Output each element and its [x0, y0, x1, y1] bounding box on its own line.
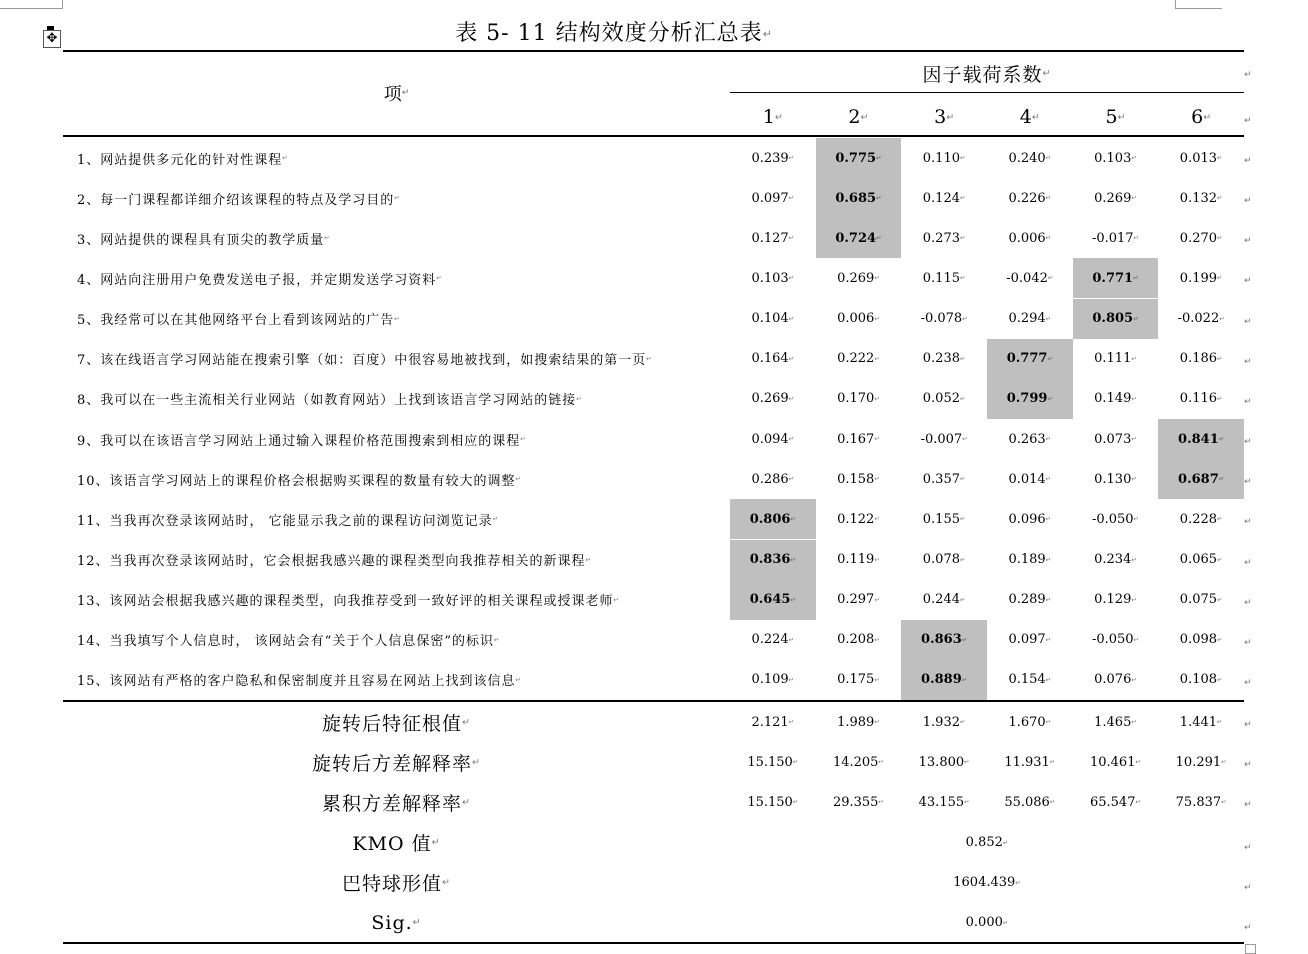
summary-value: 2.121 ↵ — [751, 714, 795, 730]
summary-value: 55.086 ↵ — [1004, 794, 1056, 810]
loading-value: 0.097 ↵ — [751, 190, 795, 206]
header-item-label: 项 ↵ — [383, 84, 410, 105]
loading-value: 0.775 ↵ — [816, 138, 902, 178]
row-end-mark: ↵ — [1244, 356, 1252, 367]
loading-value: 0.199 ↵ — [1179, 270, 1223, 286]
summary-value: 43.155 ↵ — [918, 794, 970, 810]
loading-value: 0.103 ↵ — [1094, 150, 1137, 166]
row-end-mark: ↵ — [1244, 236, 1252, 247]
loading-value: 0.234 ↵ — [1094, 552, 1137, 567]
row-end-mark: ↵ — [1244, 276, 1252, 287]
loading-value: 0.863 ↵ — [901, 620, 987, 660]
summary-value: 1.932 ↵ — [922, 714, 966, 730]
item-label: 13、该网站会根据我感兴趣的课程类型，向我推荐受到一致好评的相关课程或授课老师 ↵ — [77, 594, 620, 610]
loading-value: 0.224 ↵ — [751, 632, 795, 648]
loading-value: 0.724 ↵ — [816, 218, 902, 258]
loading-value: 0.286 ↵ — [751, 471, 795, 487]
loading-value: 0.263 ↵ — [1008, 431, 1052, 447]
test-value: 1604.439 ↵ — [953, 875, 1021, 891]
loading-value: 0.076 ↵ — [1094, 672, 1137, 688]
loading-value: 0.645 ↵ — [730, 580, 816, 620]
page-corner-mark — [1176, 8, 1222, 9]
item-label: 14、当我填写个人信息时， 该网站会有“关于个人信息保密”的标识 ↵ — [77, 634, 501, 650]
row-end-mark: ↵ — [1244, 156, 1252, 166]
loading-value: 0.186 ↵ — [1179, 351, 1223, 367]
row-end-mark: ↵ — [1244, 720, 1252, 730]
loading-value: -0.017 ↵ — [1091, 230, 1139, 246]
row-end-mark: ↵ — [1244, 116, 1252, 126]
test-label: KMO 值 ↵ — [352, 833, 441, 855]
summary-value: 29.355 ↵ — [832, 794, 884, 810]
item-label: 2、每一门课程都详细介绍该课程的特点及学习目的 ↵ — [77, 192, 401, 208]
loading-value: 0.013 ↵ — [1179, 150, 1223, 166]
summary-value: 1.670 ↵ — [1008, 714, 1052, 730]
loading-value: 0.065 ↵ — [1179, 552, 1223, 567]
page-corner-mark — [62, 0, 63, 9]
item-label: 7、该在线语言学习网站能在搜索引擎（如：百度）中很容易地被找到，如搜索结果的第一页 ↵ — [77, 353, 653, 369]
loading-value: 0.357 ↵ — [922, 471, 966, 487]
item-label: 12、当我再次登录该网站时，它会根据我感兴趣的课程类型向我推荐相关的新课程 ↵ — [77, 554, 592, 569]
row-end-mark: ↵ — [1244, 70, 1252, 80]
summary-value: 1.441 ↵ — [1179, 714, 1223, 730]
loading-value: 0.226 ↵ — [1008, 190, 1052, 206]
item-label: 4、网站向注册用户免费发送电子报，并定期发送学习资料 ↵ — [77, 272, 443, 288]
loading-value: 0.119 ↵ — [837, 552, 880, 567]
row-end-mark: ↵ — [1244, 396, 1252, 407]
row-end-mark: ↵ — [1244, 842, 1252, 853]
summary-value: 13.800 ↵ — [918, 754, 970, 770]
header-factor-number: 6 ↵ — [1191, 106, 1212, 128]
loading-value: 0.158 ↵ — [837, 471, 880, 487]
summary-value: 75.837 ↵ — [1175, 794, 1227, 810]
loading-value: 0.006 ↵ — [1008, 230, 1052, 246]
loading-value: 0.239 ↵ — [751, 150, 795, 166]
loading-value: 0.228 ↵ — [1179, 511, 1223, 527]
loading-value: 0.889 ↵ — [901, 660, 987, 700]
loading-value: 0.175 ↵ — [837, 672, 880, 688]
loading-value: 0.130 ↵ — [1094, 471, 1137, 487]
summary-value: 14.205 ↵ — [832, 754, 884, 770]
loading-value: 0.771 ↵ — [1073, 258, 1159, 298]
item-label: 5、我经常可以在其他网络平台上看到该网站的广告 ↵ — [77, 313, 401, 329]
item-label: 10、该语言学习网站上的课程价格会根据购买课程的数量有较大的调整 ↵ — [77, 473, 522, 489]
summary-label: 旋转后特征根值 ↵ — [322, 712, 471, 735]
table-move-handle-icon[interactable]: ✥ — [43, 30, 61, 48]
loading-value: 0.240 ↵ — [1008, 150, 1052, 166]
row-end-mark: ↵ — [1244, 597, 1252, 608]
loading-value: 0.149 ↵ — [1094, 391, 1137, 407]
loading-value: 0.805 ↵ — [1073, 299, 1159, 339]
loading-value: 0.799 ↵ — [987, 379, 1073, 419]
header-factor-number: 3 ↵ — [934, 106, 955, 128]
row-end-mark: ↵ — [1244, 882, 1252, 893]
loading-value: 0.155 ↵ — [922, 511, 966, 527]
loading-value: 0.238 ↵ — [922, 351, 966, 367]
loading-value: 0.294 ↵ — [1008, 311, 1052, 327]
item-label: 9、我可以在该语言学习网站上通过输入课程价格范围搜索到相应的课程 ↵ — [77, 433, 527, 449]
loading-value: 0.124 ↵ — [922, 190, 966, 206]
loading-value: 0.841 ↵ — [1158, 419, 1244, 459]
summary-value: 11.931 ↵ — [1004, 754, 1056, 770]
header-factor-number: 5 ↵ — [1105, 106, 1126, 128]
loading-value: -0.050 ↵ — [1091, 511, 1139, 527]
loading-value: 0.685 ↵ — [816, 178, 902, 218]
loading-value: 0.052 ↵ — [922, 391, 966, 407]
summary-value: 10.461 ↵ — [1089, 754, 1141, 770]
row-end-mark: ↵ — [1244, 760, 1252, 771]
loading-value: 0.164 ↵ — [751, 351, 795, 367]
item-label: 15、该网站有严格的客户隐私和保密制度并且容易在网站上找到该信息 ↵ — [77, 674, 522, 690]
loading-value: 0.014 ↵ — [1008, 471, 1052, 487]
loading-value: 0.098 ↵ — [1179, 632, 1223, 648]
summary-label: 累积方差解释率 ↵ — [322, 792, 471, 815]
row-end-mark: ↵ — [1244, 800, 1252, 811]
loading-value: 0.132 ↵ — [1179, 190, 1223, 206]
header-divider — [730, 92, 1244, 93]
loading-value: 0.078 ↵ — [922, 552, 966, 567]
loading-value: 0.154 ↵ — [1008, 672, 1052, 688]
loading-value: 0.111 ↵ — [1094, 351, 1137, 367]
loading-value: 0.269 ↵ — [751, 391, 795, 407]
loading-value: 0.075 ↵ — [1179, 592, 1223, 608]
loading-value: 0.103 ↵ — [751, 270, 795, 286]
summary-value: 1.989 ↵ — [837, 714, 880, 730]
loading-value: 0.129 ↵ — [1094, 592, 1137, 608]
test-label: Sig. ↵ — [371, 911, 422, 934]
summary-value: 15.150 ↵ — [747, 794, 799, 810]
summary-value: 65.547 ↵ — [1089, 794, 1141, 810]
item-label: 11、当我再次登录该网站时， 它能显示我之前的课程访问浏览记录 ↵ — [77, 513, 500, 529]
loading-value: 0.094 ↵ — [751, 431, 795, 447]
summary-value: 1.465 ↵ — [1094, 714, 1137, 730]
loading-value: 0.170 ↵ — [837, 391, 880, 407]
loading-value: -0.022 ↵ — [1177, 311, 1225, 327]
loading-value: 0.289 ↵ — [1008, 592, 1052, 608]
row-end-mark: ↵ — [1244, 517, 1252, 528]
loading-value: 0.116 ↵ — [1179, 391, 1223, 407]
row-end-mark: ↵ — [1244, 557, 1252, 568]
row-end-mark: ↵ — [1244, 637, 1252, 648]
page-corner-mark — [0, 0, 62, 9]
loading-value: 0.006 ↵ — [837, 311, 880, 327]
loading-value: 0.108 ↵ — [1179, 672, 1223, 688]
loading-value: 0.167 ↵ — [837, 431, 880, 447]
loading-value: 0.096 ↵ — [1008, 511, 1052, 527]
loading-value: 0.687 ↵ — [1158, 459, 1244, 499]
row-end-mark: ↵ — [1244, 316, 1252, 327]
loading-value: 0.269 ↵ — [837, 270, 880, 286]
header-factor-number: 2 ↵ — [848, 106, 869, 128]
test-value: 0.000 ↵ — [965, 915, 1009, 931]
loading-value: 0.297 ↵ — [837, 592, 880, 608]
summary-value: 15.150 ↵ — [747, 754, 799, 770]
item-label: 1、网站提供多元化的针对性课程 ↵ — [77, 152, 289, 168]
loading-value: 0.269 ↵ — [1094, 190, 1137, 206]
loading-value: 0.115 ↵ — [922, 270, 966, 286]
loading-value: 0.208 ↵ — [837, 632, 880, 648]
loading-value: 0.777 ↵ — [987, 339, 1073, 379]
loading-value: 0.109 ↵ — [751, 672, 795, 688]
row-end-mark: ↵ — [1244, 677, 1252, 688]
loading-value: 0.189 ↵ — [1008, 552, 1052, 567]
header-factor-number: 1 ↵ — [762, 106, 783, 128]
row-end-mark: ↵ — [1244, 477, 1252, 488]
item-label: 8、我可以在一些主流相关行业网站（如教育网站）上找到该语言学习网站的链接 ↵ — [77, 393, 583, 409]
loading-value: 0.127 ↵ — [751, 230, 795, 246]
loading-value: 0.273 ↵ — [922, 230, 966, 246]
row-end-mark: ↵ — [1244, 922, 1252, 933]
header-factor-label: 因子载荷系数 ↵ — [922, 63, 1052, 86]
loading-value: 0.110 ↵ — [922, 150, 966, 166]
test-value: 0.852 ↵ — [965, 835, 1009, 850]
loading-value: 0.073 ↵ — [1094, 431, 1137, 447]
header-factor-number: 4 ↵ — [1019, 106, 1040, 128]
loading-value: 0.270 ↵ — [1179, 230, 1223, 246]
loading-value: 0.806 ↵ — [730, 499, 816, 539]
loading-value: -0.007 ↵ — [920, 431, 968, 447]
row-end-mark: ↵ — [1244, 196, 1252, 207]
test-label: 巴特球形值 ↵ — [342, 873, 451, 896]
loading-value: 0.836 ↵ — [730, 540, 816, 580]
row-end-mark: ↵ — [1244, 437, 1252, 448]
loading-value: -0.042 ↵ — [1006, 270, 1054, 286]
item-label: 3、网站提供的课程具有顶尖的教学质量 ↵ — [77, 232, 331, 248]
loading-value: -0.050 ↵ — [1091, 632, 1139, 648]
loading-value: 0.097 ↵ — [1008, 632, 1052, 648]
loading-value: 0.244 ↵ — [922, 592, 966, 608]
loading-value: 0.104 ↵ — [751, 311, 795, 327]
table-title: 表 5- 11 结构效度分析汇总表↵ — [455, 21, 773, 46]
loading-value: 0.222 ↵ — [837, 351, 880, 367]
summary-label: 旋转后方差解释率 ↵ — [312, 752, 481, 775]
loading-value: -0.078 ↵ — [920, 311, 968, 327]
summary-value: 10.291 ↵ — [1175, 754, 1227, 770]
loading-value: 0.122 ↵ — [837, 511, 880, 527]
